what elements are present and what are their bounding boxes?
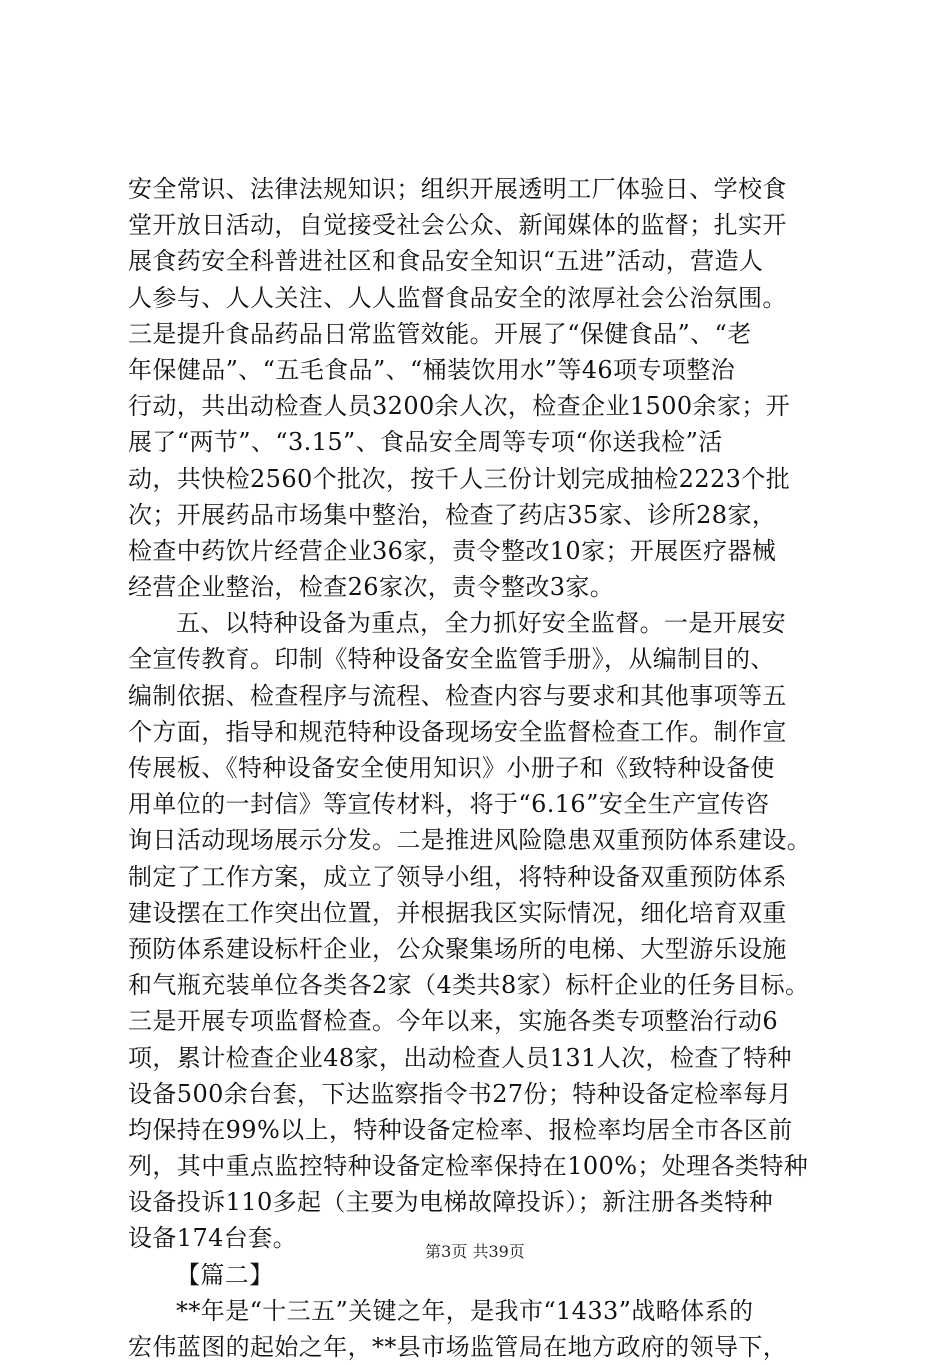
text-line: 询日活动现场展示分发。二是推进风险隐患双重预防体系建设。	[128, 826, 812, 855]
text-line: 制定了工作方案，成立了领导小组，将特种设备双重预防体系	[128, 862, 787, 891]
text-line: 三是提升食品药品日常监管效能。开展了“保健食品”、“老	[128, 319, 752, 348]
text-line: 建设摆在工作突出位置，并根据我区实际情况，细化培育双重	[128, 898, 787, 927]
text-line: 展食药安全科普进社区和食品安全知识“五进”活动，营造人	[128, 247, 764, 276]
text-line: 次；开展药品市场集中整治，检查了药店35家、诊所28家，	[128, 500, 777, 529]
text-line: 人参与、人人关注、人人监督食品安全的浓厚社会公治氛围。	[128, 283, 787, 312]
text-line: 列，其中重点监控特种设备定检率保持在100%；处理各类特种	[128, 1152, 809, 1181]
text-line: 项，累计检查企业48家，出动检查人员131人次，检查了特种	[128, 1043, 792, 1072]
text-line: 行动，共出动检查人员3200余人次，检查企业1500余家；开	[128, 392, 791, 421]
text-line: 编制依据、检查程序与流程、检查内容与要求和其他事项等五	[128, 681, 787, 710]
text-line: 全宣传教育。印制《特种设备安全监管手册》，从编制目的、	[128, 645, 775, 674]
text-line: 三是开展专项监督检查。今年以来，实施各类专项整治行动6	[128, 1007, 779, 1036]
page-footer: 第3页 共39页	[425, 1242, 525, 1261]
text-line: 和气瓶充装单位各类各2家（4类共8家）标杆企业的任务目标。	[128, 971, 810, 1000]
text-line: 传展板、《特种设备安全使用知识》小册子和《致特种设备使	[128, 754, 775, 782]
text-line: 个方面，指导和规范特种设备现场安全监督检查工作。制作宣	[128, 717, 787, 746]
text-line: 用单位的一封信》等宣传材料，将于“6.16”安全生产宣传咨	[128, 790, 770, 819]
text-line: 设备投诉110多起（主要为电梯故障投诉）；新注册各类特种	[128, 1188, 774, 1217]
text-line: 设备174台套。	[128, 1224, 298, 1253]
text-line: 展了“两节”、“3.15”、食品安全周等专项“你送我检”活	[128, 428, 723, 457]
text-line: 均保持在99%以上，特种设备定检率、报检率均居全市各区前	[128, 1115, 793, 1144]
text-line: 宏伟蓝图的起始之年，**县市场监管局在地方政府的领导下，	[128, 1333, 788, 1361]
text-line: 检查中药饮片经营企业36家，责令整改10家；开展医疗器械	[128, 536, 777, 565]
text-line: 经营企业整治，检查26家次，责令整改3家。	[128, 573, 615, 602]
text-line: 五、以特种设备为重点，全力抓好安全监督。一是开展安	[176, 609, 786, 638]
document-body	[128, 171, 828, 1365]
text-line: 【篇二】	[176, 1260, 274, 1289]
text-line: 动，共快检2560个批次，按千人三份计划完成抽检2223个批	[128, 464, 791, 493]
text-line: 安全常识、法律法规知识；组织开展透明工厂体验日、学校食	[128, 175, 787, 203]
text-line: 堂开放日活动，自觉接受社会公众、新闻媒体的监督；扎实开	[128, 211, 787, 240]
text-line: 预防体系建设标杆企业，公众聚集场所的电梯、大型游乐设施	[128, 934, 787, 963]
text-line: 设备500余台套，下达监察指令书27份；特种设备定检率每月	[128, 1079, 792, 1108]
text-line: 年保健品”、“五毛食品”、“桶装饮用水”等46项专项整治	[128, 355, 736, 384]
text-line: **年是“十三五”关键之年，是我市“1433”战略体系的	[176, 1296, 754, 1325]
